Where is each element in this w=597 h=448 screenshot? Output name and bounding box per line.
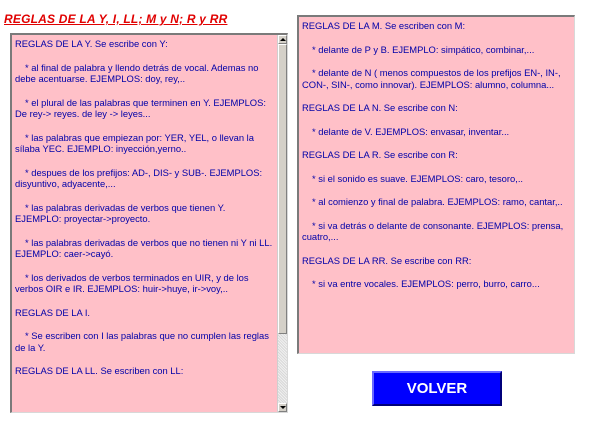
rule-heading: REGLAS DE LA Y. Se escribe con Y: xyxy=(15,38,168,49)
rule-item: * delante de P y B. EJEMPLO: simpático, combinar,... xyxy=(312,43,535,55)
rule-item: * las palabras derivadas de verbos que no tienen ni Y ni LL. EJEMPLO: caer->cayó. xyxy=(15,236,273,259)
rule-item: * el plural de las palabras que terminen en Y. EJEMPLOS: De rey-> reyes. de ley -> leyes... xyxy=(15,96,266,119)
page-title: REGLAS DE LA Y, I, LL; M y N; R y RR xyxy=(4,12,228,26)
rule-item: * delante de N ( menos compuestos de los prefijos EN-, IN-, CON-, SIN-, como innovar). EJEMPLOS: alumno, columna... xyxy=(302,67,561,90)
rule-item: * las palabras derivadas de verbos que tienen Y. EJEMPLO: proyectar->proyecto. xyxy=(15,201,226,224)
volver-button[interactable]: VOLVER xyxy=(372,371,502,406)
vertical-scrollbar[interactable] xyxy=(277,35,287,412)
rule-heading: REGLAS DE LA R. Se escribe con R: xyxy=(302,149,458,160)
rule-item: * las palabras que empiezan por: YER, YEL, o llevan la sílaba YEC. EJEMPLO: inyección,yerno.. xyxy=(15,131,254,154)
rule-item: * si va entre vocales. EJEMPLOS: perro, burro, carro... xyxy=(312,278,540,289)
rules-y-i-ll-textbox[interactable] xyxy=(10,33,288,413)
rules-m-n-r-rr-text xyxy=(299,17,574,290)
rule-item: * al comienzo y final de palabra. EJEMPLOS: ramo, cantar,.. xyxy=(312,196,563,207)
rule-item: * los derivados de verbos terminados en UIR, y de los verbos OIR e IR. EJEMPLOS: huir->huye, ir->voy,.. xyxy=(15,271,249,294)
rule-item: * Se escriben con I las palabras que no cumplen las reglas de la Y. xyxy=(15,330,269,353)
rule-item: * si va detrás o delante de consonante. EJEMPLOS: prensa, cuatro,... xyxy=(302,219,564,242)
scroll-up-arrow-icon[interactable] xyxy=(278,35,287,44)
rule-heading: REGLAS DE LA RR. Se escribe con RR: xyxy=(302,254,472,266)
scroll-down-arrow-icon[interactable] xyxy=(278,403,287,412)
rule-heading: REGLAS DE LA M. Se escriben con M: xyxy=(302,20,466,31)
rule-item: * si el sonido es suave. EJEMPLOS: caro, tesoro,.. xyxy=(312,172,524,184)
scrollbar-thumb[interactable] xyxy=(278,44,287,334)
rule-heading: REGLAS DE LA I. xyxy=(15,306,91,318)
rule-item: * al final de palabra y llendo detrás de vocal. Ademas no debe acentuarse. EJEMPLOS: doy, rey,.. xyxy=(15,61,259,84)
rules-y-i-ll-text xyxy=(12,35,287,377)
rule-heading: REGLAS DE LA N. Se escribe con N: xyxy=(302,102,458,113)
rule-item: * despues de los prefijos: AD-, DIS- y SUB-. EJEMPLOS: disyuntivo, adyacente,... xyxy=(15,166,263,189)
rules-m-n-r-rr-textbox[interactable] xyxy=(297,15,575,354)
rule-item: * delante de V. EJEMPLOS: envasar, inventar... xyxy=(312,125,510,137)
rule-heading: REGLAS DE LA LL. Se escriben con LL: xyxy=(15,365,184,376)
